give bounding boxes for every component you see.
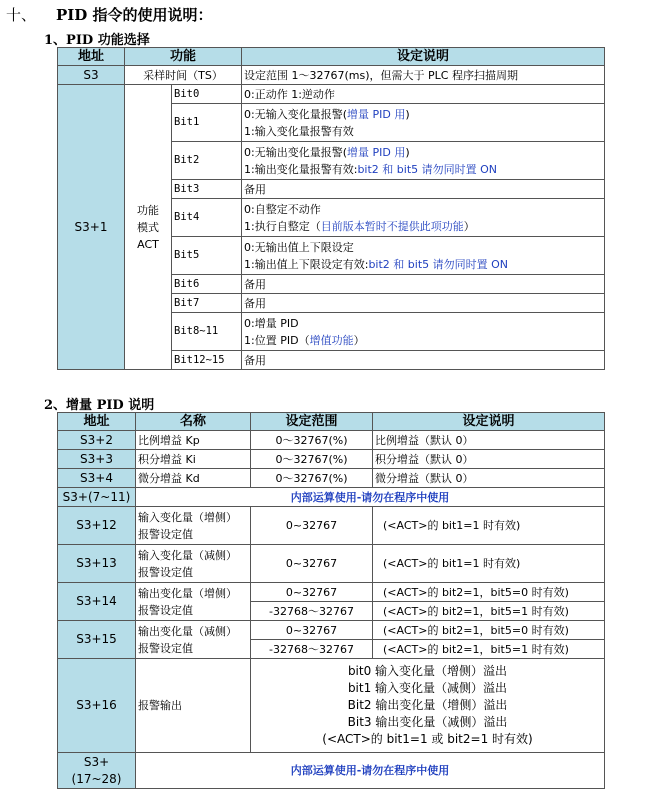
bit-desc: 备用 xyxy=(242,180,605,199)
act-label-line: 模式 xyxy=(137,220,159,234)
bit-name: Bit1 xyxy=(172,104,242,142)
alarm-line: Bit3 输出变化量（减侧）溢出 xyxy=(347,715,508,729)
bit-desc xyxy=(242,313,605,351)
bit-name: Bit3 xyxy=(172,180,242,199)
name-line: 输出变化量（减侧） xyxy=(138,624,237,638)
description-cell: 积分增益（默认 0） xyxy=(373,450,605,469)
table-row xyxy=(58,488,605,507)
address-cell: S3 xyxy=(58,66,125,85)
bit-name: Bit0 xyxy=(172,85,242,104)
name-cell: 报警输出 xyxy=(136,659,251,753)
bit-name: Bit12~15 xyxy=(172,351,242,370)
alarm-line: bit0 输入变化量（增侧）溢出 xyxy=(347,664,508,678)
desc-text: 1:输出值上下限设定有效: xyxy=(244,257,369,271)
name-line: 输入变化量（增侧） xyxy=(138,510,237,524)
description-cell: (<ACT>的 bit1=1 时有效) xyxy=(373,545,605,583)
name-line: 报警设定值 xyxy=(138,641,193,655)
desc-text: ） xyxy=(463,219,475,233)
address-cell: S3+16 xyxy=(58,659,136,753)
table-row xyxy=(58,450,605,469)
desc-highlight: bit2 和 bit5 请勿同时置 ON xyxy=(357,162,498,176)
range-cell: 0～32767(%) xyxy=(251,450,373,469)
name-line: 报警设定值 xyxy=(138,565,193,579)
table-row xyxy=(58,659,605,753)
bit-desc xyxy=(242,237,605,275)
table-row xyxy=(58,431,605,450)
table-row xyxy=(58,85,605,104)
address-cell: S3+1 xyxy=(58,85,125,370)
desc-text: 0:无输出值上下限设定 xyxy=(244,240,354,254)
bit-desc xyxy=(242,199,605,237)
address-cell: S3+14 xyxy=(58,583,136,621)
bit-desc: 备用 xyxy=(242,275,605,294)
desc-text: 1:输出变化量报警有效: xyxy=(244,162,358,176)
address-cell: S3+12 xyxy=(58,507,136,545)
address-cell: S3+(7~11) xyxy=(58,488,136,507)
desc-text: 0:无输入变化量报警( xyxy=(244,107,348,121)
range-cell: -32768～32767 xyxy=(251,602,373,621)
name-cell xyxy=(136,583,251,621)
name-line: 输入变化量（减侧） xyxy=(138,548,237,562)
desc-text: 1:执行自整定（ xyxy=(244,219,321,233)
desc-highlight: 目前版本暂时不提供此项功能 xyxy=(320,219,464,233)
range-cell: 0~32767 xyxy=(251,583,373,602)
main-heading xyxy=(6,4,213,25)
description-cell: (<ACT>的 bit2=1，bit5=1 时有效) xyxy=(373,602,605,621)
address-cell: S3+2 xyxy=(58,431,136,450)
alarm-line: (<ACT>的 bit1=1 或 bit2=1 时有效) xyxy=(322,732,533,746)
name-cell xyxy=(136,545,251,583)
internal-use-note: 内部运算使用-请勿在程序中使用 xyxy=(136,488,605,507)
name-cell: 微分增益 Kd xyxy=(136,469,251,488)
bit-name: Bit8~11 xyxy=(172,313,242,351)
function-cell: 采样时间（TS） xyxy=(125,66,242,85)
bit-desc: 备用 xyxy=(242,351,605,370)
range-cell: 0～32767(%) xyxy=(251,469,373,488)
description-cell: (<ACT>的 bit1=1 时有效) xyxy=(373,507,605,545)
desc-highlight: 增值功能 xyxy=(309,333,354,347)
name-line: 报警设定值 xyxy=(138,527,193,541)
act-label-line: 功能 xyxy=(137,203,159,217)
desc-text: 0:增量 PID xyxy=(244,316,299,330)
header-address: 地址 xyxy=(58,48,125,66)
heading-title: PID 指令的使用说明： xyxy=(56,6,213,24)
address-cell: S3+4 xyxy=(58,469,136,488)
alarm-line: bit1 输入变化量（减侧）溢出 xyxy=(347,681,508,695)
description-cell: (<ACT>的 bit2=1，bit5=0 时有效) xyxy=(373,621,605,640)
name-cell xyxy=(136,621,251,659)
address-cell: S3+15 xyxy=(58,621,136,659)
name-line: 报警设定值 xyxy=(138,603,193,617)
desc-text: ) xyxy=(405,107,410,121)
desc-text: ) xyxy=(405,145,410,159)
range-cell: 0~32767 xyxy=(251,621,373,640)
address-cell: S3+3 xyxy=(58,450,136,469)
bit-name: Bit6 xyxy=(172,275,242,294)
desc-text: 1:位置 PID（ xyxy=(244,333,310,347)
name-line: 输出变化量（增侧） xyxy=(138,586,237,600)
table-row xyxy=(58,469,605,488)
header-description: 设定说明 xyxy=(373,413,605,431)
bit-name: Bit4 xyxy=(172,199,242,237)
range-cell: -32768～32767 xyxy=(251,640,373,659)
section1-title: 1、PID 功能选择 xyxy=(44,33,150,48)
address-cell: S3+13 xyxy=(58,545,136,583)
description-cell: 比例增益（默认 0） xyxy=(373,431,605,450)
table-row xyxy=(58,507,605,545)
bit-desc xyxy=(242,142,605,180)
section2-title: 2、增量 PID 说明 xyxy=(44,398,155,413)
desc-highlight: 增量 PID 用 xyxy=(347,145,406,159)
bit-desc: 备用 xyxy=(242,294,605,313)
heading-number: 十、 xyxy=(6,6,37,24)
header-name: 名称 xyxy=(136,413,251,431)
desc-text: 0:无输出变化量报警( xyxy=(244,145,348,159)
description-cell: (<ACT>的 bit2=1，bit5=1 时有效) xyxy=(373,640,605,659)
address-cell xyxy=(58,753,136,789)
table-header-row xyxy=(58,413,605,431)
pid-function-table xyxy=(57,47,605,370)
desc-text: 0:自整定不动作 xyxy=(244,202,321,216)
header-description: 设定说明 xyxy=(242,48,605,66)
description-cell: (<ACT>的 bit2=1，bit5=0 时有效) xyxy=(373,583,605,602)
range-cell: 0～32767(%) xyxy=(251,431,373,450)
name-cell: 积分增益 Ki xyxy=(136,450,251,469)
desc-highlight: bit2 和 bit5 请勿同时置 ON xyxy=(368,257,509,271)
desc-text: 1:输入变化量报警有效 xyxy=(244,124,354,138)
act-label-line: ACT xyxy=(137,237,159,251)
bit-name: Bit5 xyxy=(172,237,242,275)
address-line: S3+ xyxy=(83,754,110,769)
range-cell: 0~32767 xyxy=(251,507,373,545)
alarm-line: Bit2 输出变化量（增侧）溢出 xyxy=(347,698,508,712)
incremental-pid-table xyxy=(57,412,605,789)
name-cell xyxy=(136,507,251,545)
internal-use-note: 内部运算使用-请勿在程序中使用 xyxy=(136,753,605,789)
address-line: (17~28) xyxy=(71,771,122,786)
description-cell: 设定范围 1～32767(ms)，但需大于 PLC 程序扫描周期 xyxy=(242,66,605,85)
bit-name: Bit2 xyxy=(172,142,242,180)
table-row xyxy=(58,66,605,85)
header-function: 功能 xyxy=(125,48,242,66)
range-cell: 0~32767 xyxy=(251,545,373,583)
bit-desc xyxy=(242,104,605,142)
table-row xyxy=(58,545,605,583)
header-range: 设定范围 xyxy=(251,413,373,431)
table-header-row xyxy=(58,48,605,66)
desc-text: ） xyxy=(353,333,365,347)
desc-highlight: 增量 PID 用 xyxy=(347,107,406,121)
alarm-output-desc xyxy=(251,659,605,753)
description-cell: 微分增益（默认 0） xyxy=(373,469,605,488)
bit-name: Bit7 xyxy=(172,294,242,313)
name-cell: 比例增益 Kp xyxy=(136,431,251,450)
act-label-cell xyxy=(125,85,172,370)
header-address: 地址 xyxy=(58,413,136,431)
table-row xyxy=(58,753,605,789)
table-row xyxy=(58,621,605,640)
table-row xyxy=(58,583,605,602)
bit-desc: 0:正动作 1:逆动作 xyxy=(242,85,605,104)
